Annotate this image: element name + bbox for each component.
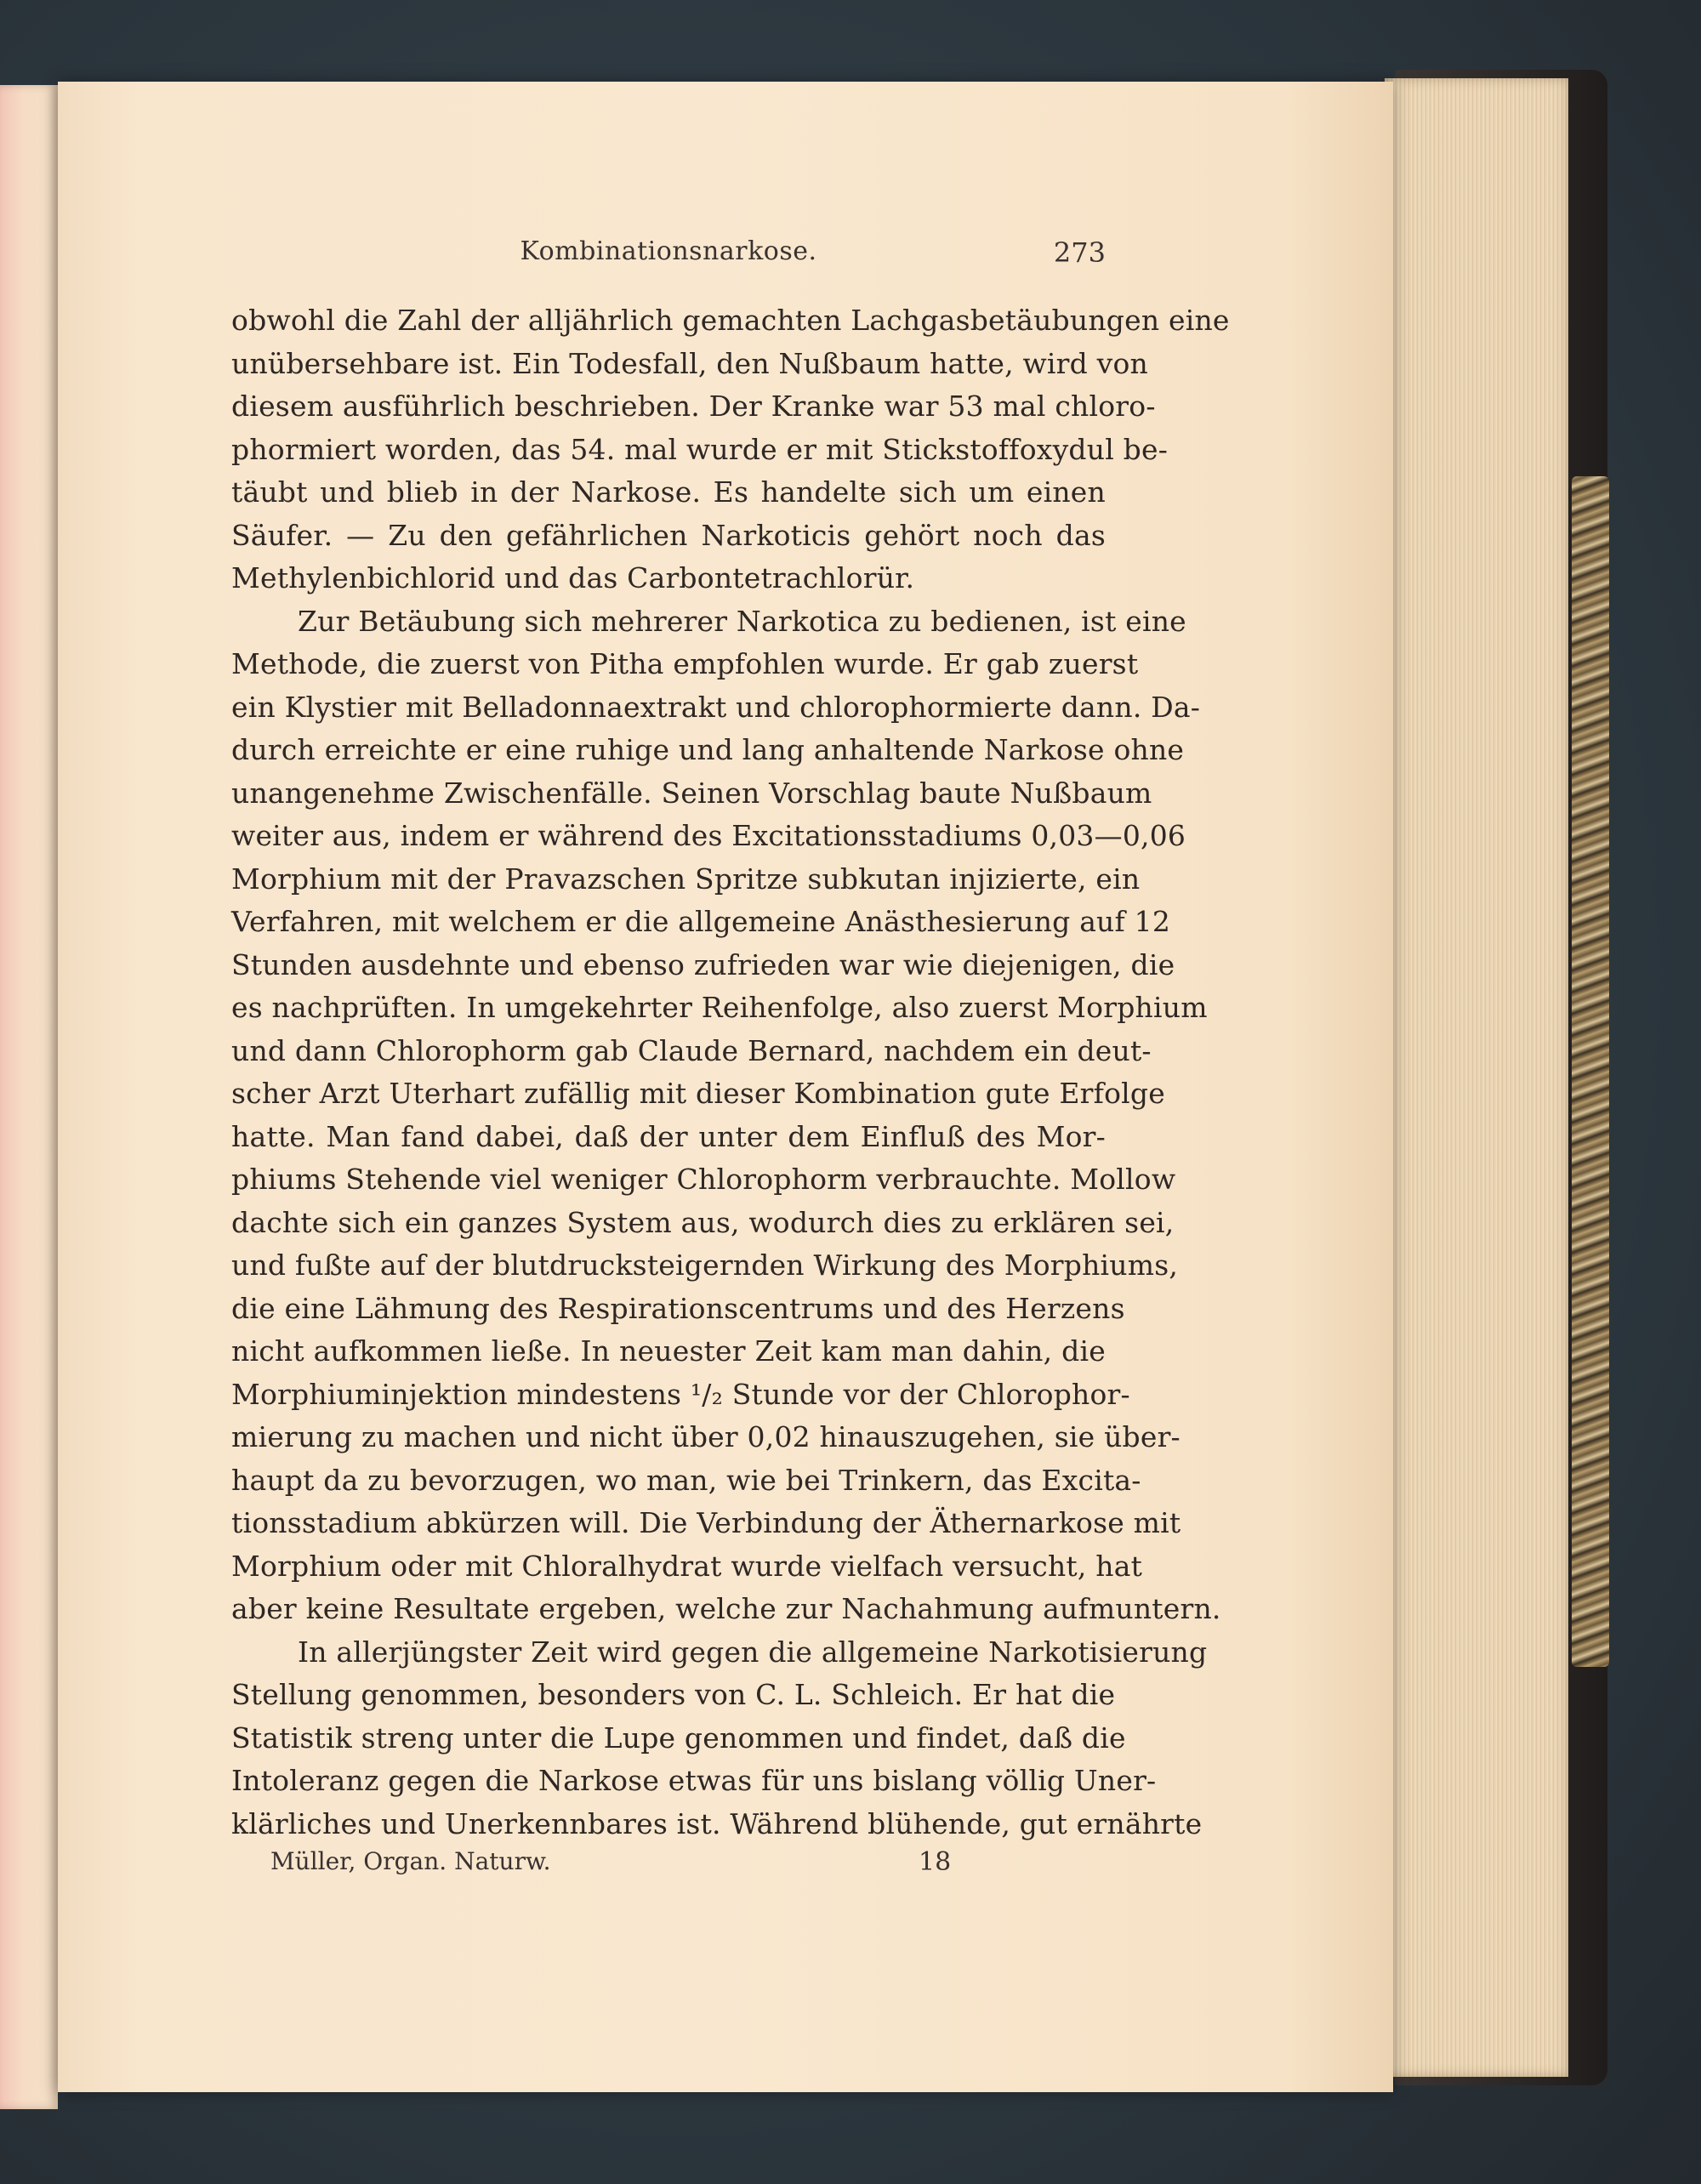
page-header	[231, 236, 1106, 276]
text-line: nicht aufkommen ließe. In neuester Zeit kam man dahin, die	[231, 1334, 1106, 1368]
text-line: Statistik streng unter die Lupe genommen und findet, daß die	[231, 1720, 1126, 1755]
text-line: phormiert worden, das 54. mal wurde er mit Stickstoffoxydul be-	[231, 432, 1169, 466]
text-line: In allerjüngster Zeit wird gegen die allgemeine Narkotisierung	[298, 1635, 1208, 1669]
facing-page-edge	[0, 85, 58, 2109]
text-line: Säufer. — Zu den gefährlichen Narkoticis gehört noch das	[231, 518, 1106, 552]
text-line: Morphium mit der Pravazschen Spritze subkutan injizierte, ein	[231, 862, 1141, 896]
text-line: mierung zu machen und nicht über 0,02 hinauszugehen, sie über-	[231, 1420, 1180, 1453]
text-line: weiter aus, indem er während des Excitationsstadiums 0,03—0,06	[231, 819, 1186, 852]
page-number: 273	[1053, 236, 1106, 269]
text-line: phiums Stehende viel weniger Chlorophorm verbrauchte. Mollow	[231, 1163, 1176, 1196]
marbled-edge	[1572, 476, 1609, 1667]
text-line: durch erreichte er eine ruhige und lang anhaltende Narkose ohne	[231, 733, 1185, 766]
signature-line: Müller, Organ. Naturw.	[270, 1847, 551, 1875]
text-line: Intoleranz gegen die Narkose etwas für uns bislang völlig Uner-	[231, 1764, 1157, 1797]
text-line: die eine Lähmung des Respirationscentrums und des Herzens	[231, 1291, 1125, 1325]
text-line: klärliches und Unerkennbares ist. Während blühende, gut ernährte	[231, 1806, 1203, 1840]
text-line: ein Klystier mit Belladonnaextrakt und chlorophormierte dann. Da-	[231, 690, 1201, 724]
text-line: Stellung genommen, besonders von C. L. Schleich. Er hat die	[231, 1678, 1116, 1711]
text-line: Morphium oder mit Chloralhydrat wurde vielfach versucht, hat	[231, 1549, 1143, 1583]
text-line: Morphiuminjektion mindestens ¹/₂ Stunde vor der Chlorophor-	[231, 1377, 1130, 1411]
text-line: täubt und blieb in der Narkose. Es handelte sich um einen	[231, 475, 1106, 509]
text-line: aber keine Resultate ergeben, welche zur Nachahmung aufmuntern.	[231, 1592, 1221, 1625]
text-line: scher Arzt Uterhart zufällig mit dieser Kombination gute Erfolge	[231, 1077, 1165, 1110]
text-line: hatte. Man fand dabei, daß der unter dem Einfluß des Mor-	[231, 1119, 1106, 1153]
text-line: Stunden ausdehnte und ebenso zufrieden war wie diejenigen, die	[231, 947, 1175, 981]
text-line: Methode, die zuerst von Pitha empfohlen wurde. Er gab zuerst	[231, 647, 1139, 680]
text-line: und dann Chlorophorm gab Claude Bernard, nachdem ein deut-	[231, 1033, 1152, 1067]
text-line: haupt da zu bevorzugen, wo man, wie bei Trinkern, das Excita-	[231, 1463, 1141, 1497]
text-line: obwohl die Zahl der alljährlich gemachten Lachgasbetäubungen eine	[231, 304, 1230, 337]
text-line: Zur Betäubung sich mehrerer Narkotica zu bedienen, ist eine	[298, 604, 1186, 638]
sheet-number: 18	[919, 1847, 952, 1877]
body-text	[231, 299, 1230, 1846]
text-line: unangenehme Zwischenfälle. Seinen Vorschlag baute Nußbaum	[231, 776, 1152, 810]
running-title: Kombinationsnarkose.	[520, 236, 817, 266]
text-line: Verfahren, mit welchem er die allgemeine Anästhesierung auf 12	[231, 905, 1171, 938]
text-line: und fußte auf der blutdrucksteigernden Wirkung des Morphiums,	[231, 1248, 1179, 1282]
page-edges	[1385, 78, 1568, 2077]
text-line: dachte sich ein ganzes System aus, wodurch dies zu erklären sei,	[231, 1205, 1175, 1239]
text-line: es nachprüften. In umgekehrter Reihenfolge, also zuerst Morphium	[231, 991, 1208, 1024]
text-line: unübersehbare ist. Ein Todesfall, den Nußbaum hatte, wird von	[231, 346, 1149, 380]
page-footer	[231, 1847, 1106, 1881]
text-line: tionsstadium abkürzen will. Die Verbindung der Äthernarkose mit	[231, 1506, 1181, 1539]
text-line: diesem ausführlich beschrieben. Der Kranke war 53 mal chloro-	[231, 390, 1156, 423]
text-line: Methylenbichlorid und das Carbontetrachlorür.	[231, 561, 915, 594]
